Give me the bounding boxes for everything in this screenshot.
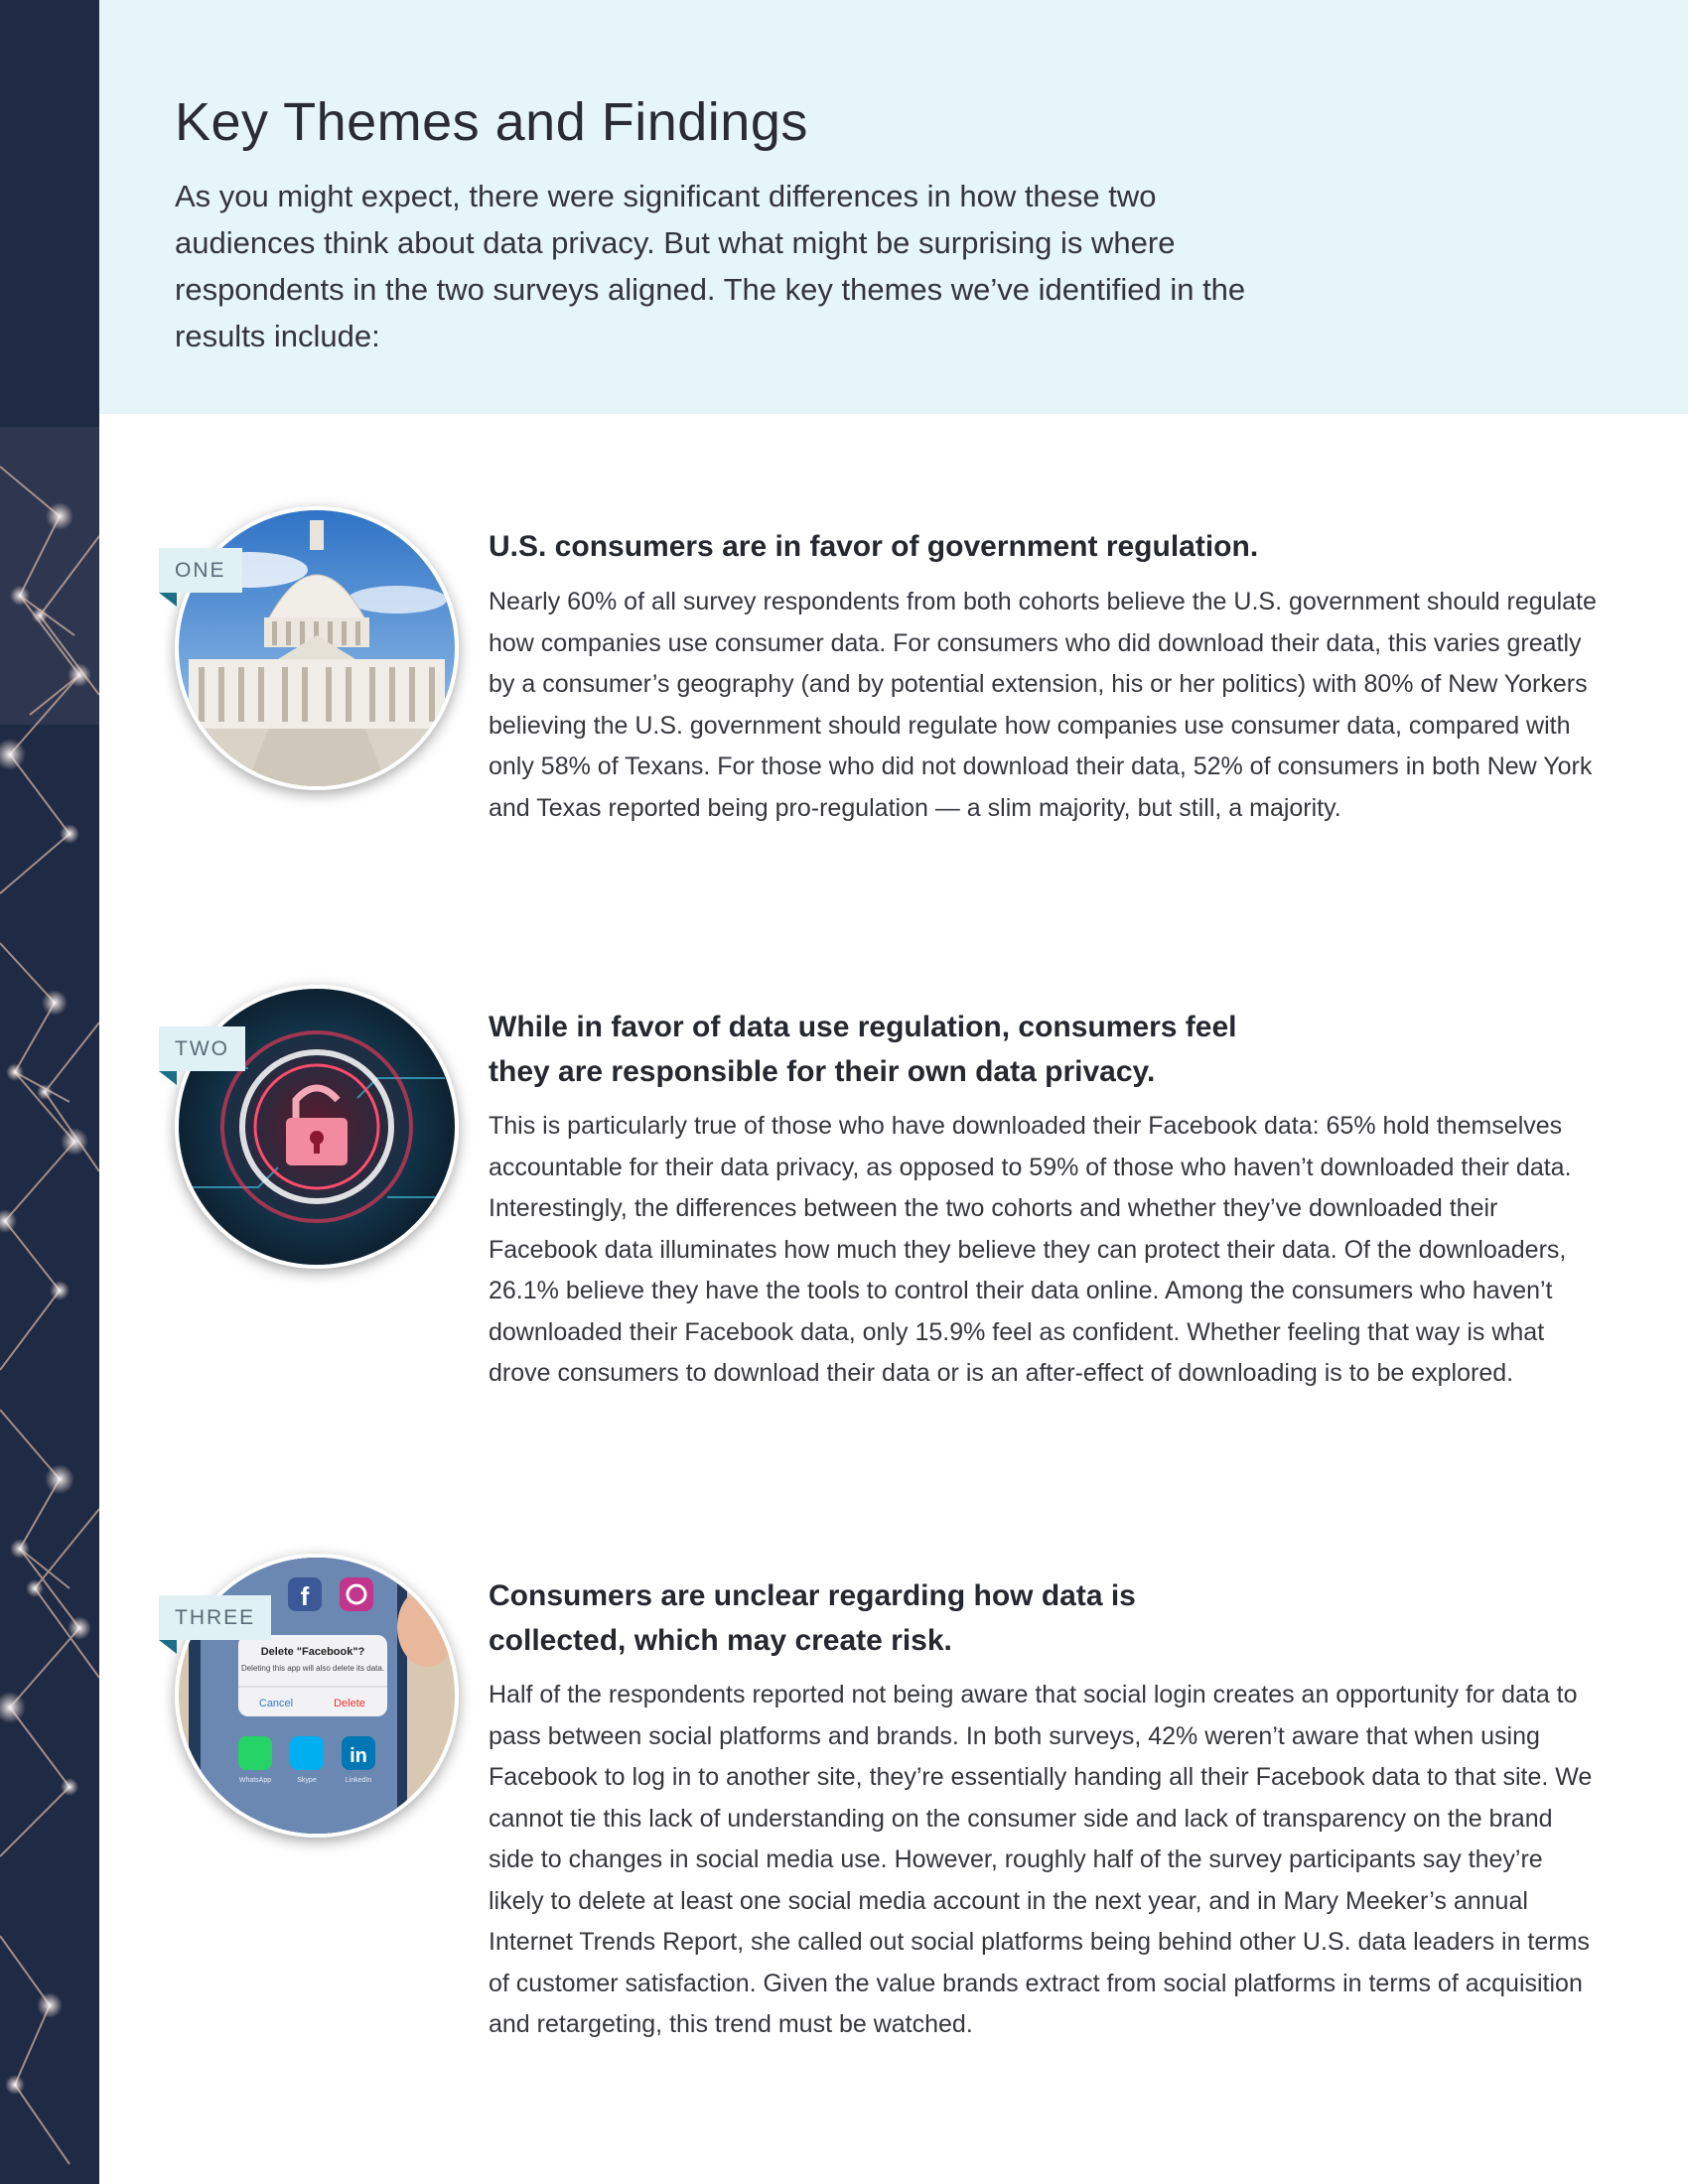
app-label: LinkedIn (345, 1777, 372, 1784)
dialog-message: Deleting this app will also delete its data. (240, 1664, 385, 1673)
finding-title: While in favor of data use regulation, consumers feel they are responsible for their own data privacy. (489, 1011, 1237, 1088)
intro-paragraph: As you might expect, there were significant differences in how these two audiences think about data privacy. But what might be surprising is where respondents in the two surveys aligned. The key themes we’ve identified in the results include: (175, 179, 1246, 353)
dialog-title: Delete "Facebook"? (260, 1646, 365, 1658)
finding-body: Half of the respondents reported not being aware that social login creates an opportunity for data to pass between social platforms and brands. In both surveys, 42% weren’t aware that when using Facebook to log in to another site, they’re essentially handing all their Facebook data to that site. We cannot tie this lack of understanding on the consumer side and lack of transparency on the brand side to changes in social media use. However, roughly half of the survey participants say they’re likely to delete at least one social media account in the next year, and in Mary Meeker’s annual Internet Trends Report, she called out social platforms being behind other U.S. data leaders in terms of customer satisfaction. Given the value brands extract from social platforms in terms of acquisition and retargeting, this trend must be watched. (489, 1681, 1593, 2038)
finding-number-tag: TWO (159, 1026, 245, 1071)
finding-number-tag: THREE (159, 1595, 271, 1640)
svg-text:in: in (350, 1745, 367, 1767)
tag-fold-decoration (159, 593, 177, 607)
dialog-delete-button: Delete (334, 1698, 365, 1709)
dialog-cancel-button: Cancel (258, 1698, 294, 1709)
page-title: Key Themes and Findings (175, 92, 808, 152)
finding-title: U.S. consumers are in favor of government regulation. (489, 530, 1259, 563)
network-pattern-graphic (0, 0, 99, 2184)
tag-fold-decoration (159, 1071, 177, 1085)
finding-number-tag: ONE (159, 548, 242, 593)
app-label: WhatsApp (238, 1777, 272, 1784)
finding-title: Consumers are unclear regarding how data is collected, which may create risk. (489, 1579, 1136, 1657)
decorative-side-strip (0, 0, 99, 2184)
tag-fold-decoration (159, 1640, 177, 1654)
app-label: Skype (297, 1777, 317, 1784)
finding-body: Nearly 60% of all survey respondents from both cohorts believe the U.S. government should regulate how companies use consumer data. For consumers who did download their data, this varies greatly by a consumer’s geography (and by potential extension, his or her politics) with 80% of New Yorkers believing the U.S. government should regulate how companies use consumer data, compared with only 58% of Texans. For those who did not download their data, 52% of consumers in both New York and Texas reported being pro-regulation — a slim majority, but still, a majority. (489, 588, 1597, 822)
finding-body: This is particularly true of those who have downloaded their Facebook data: 65% hold themselves accountable for their data privacy, as opposed to 59% of those who haven’t downloaded their data. Interestingly, the differences between the two cohorts and whether they’ve downloaded their Facebook data illuminates how much they believe they can protect their data. Of the downloaders, 26.1% believe they have the tools to control their data online. Among the consumers who haven’t downloaded their Facebook data, only 15.9% feel as confident. Whether feeling that way is what drove consumers to download their data or is an after-effect of downloading is to be explored. (489, 1112, 1572, 1387)
svg-text:f: f (300, 1581, 310, 1611)
